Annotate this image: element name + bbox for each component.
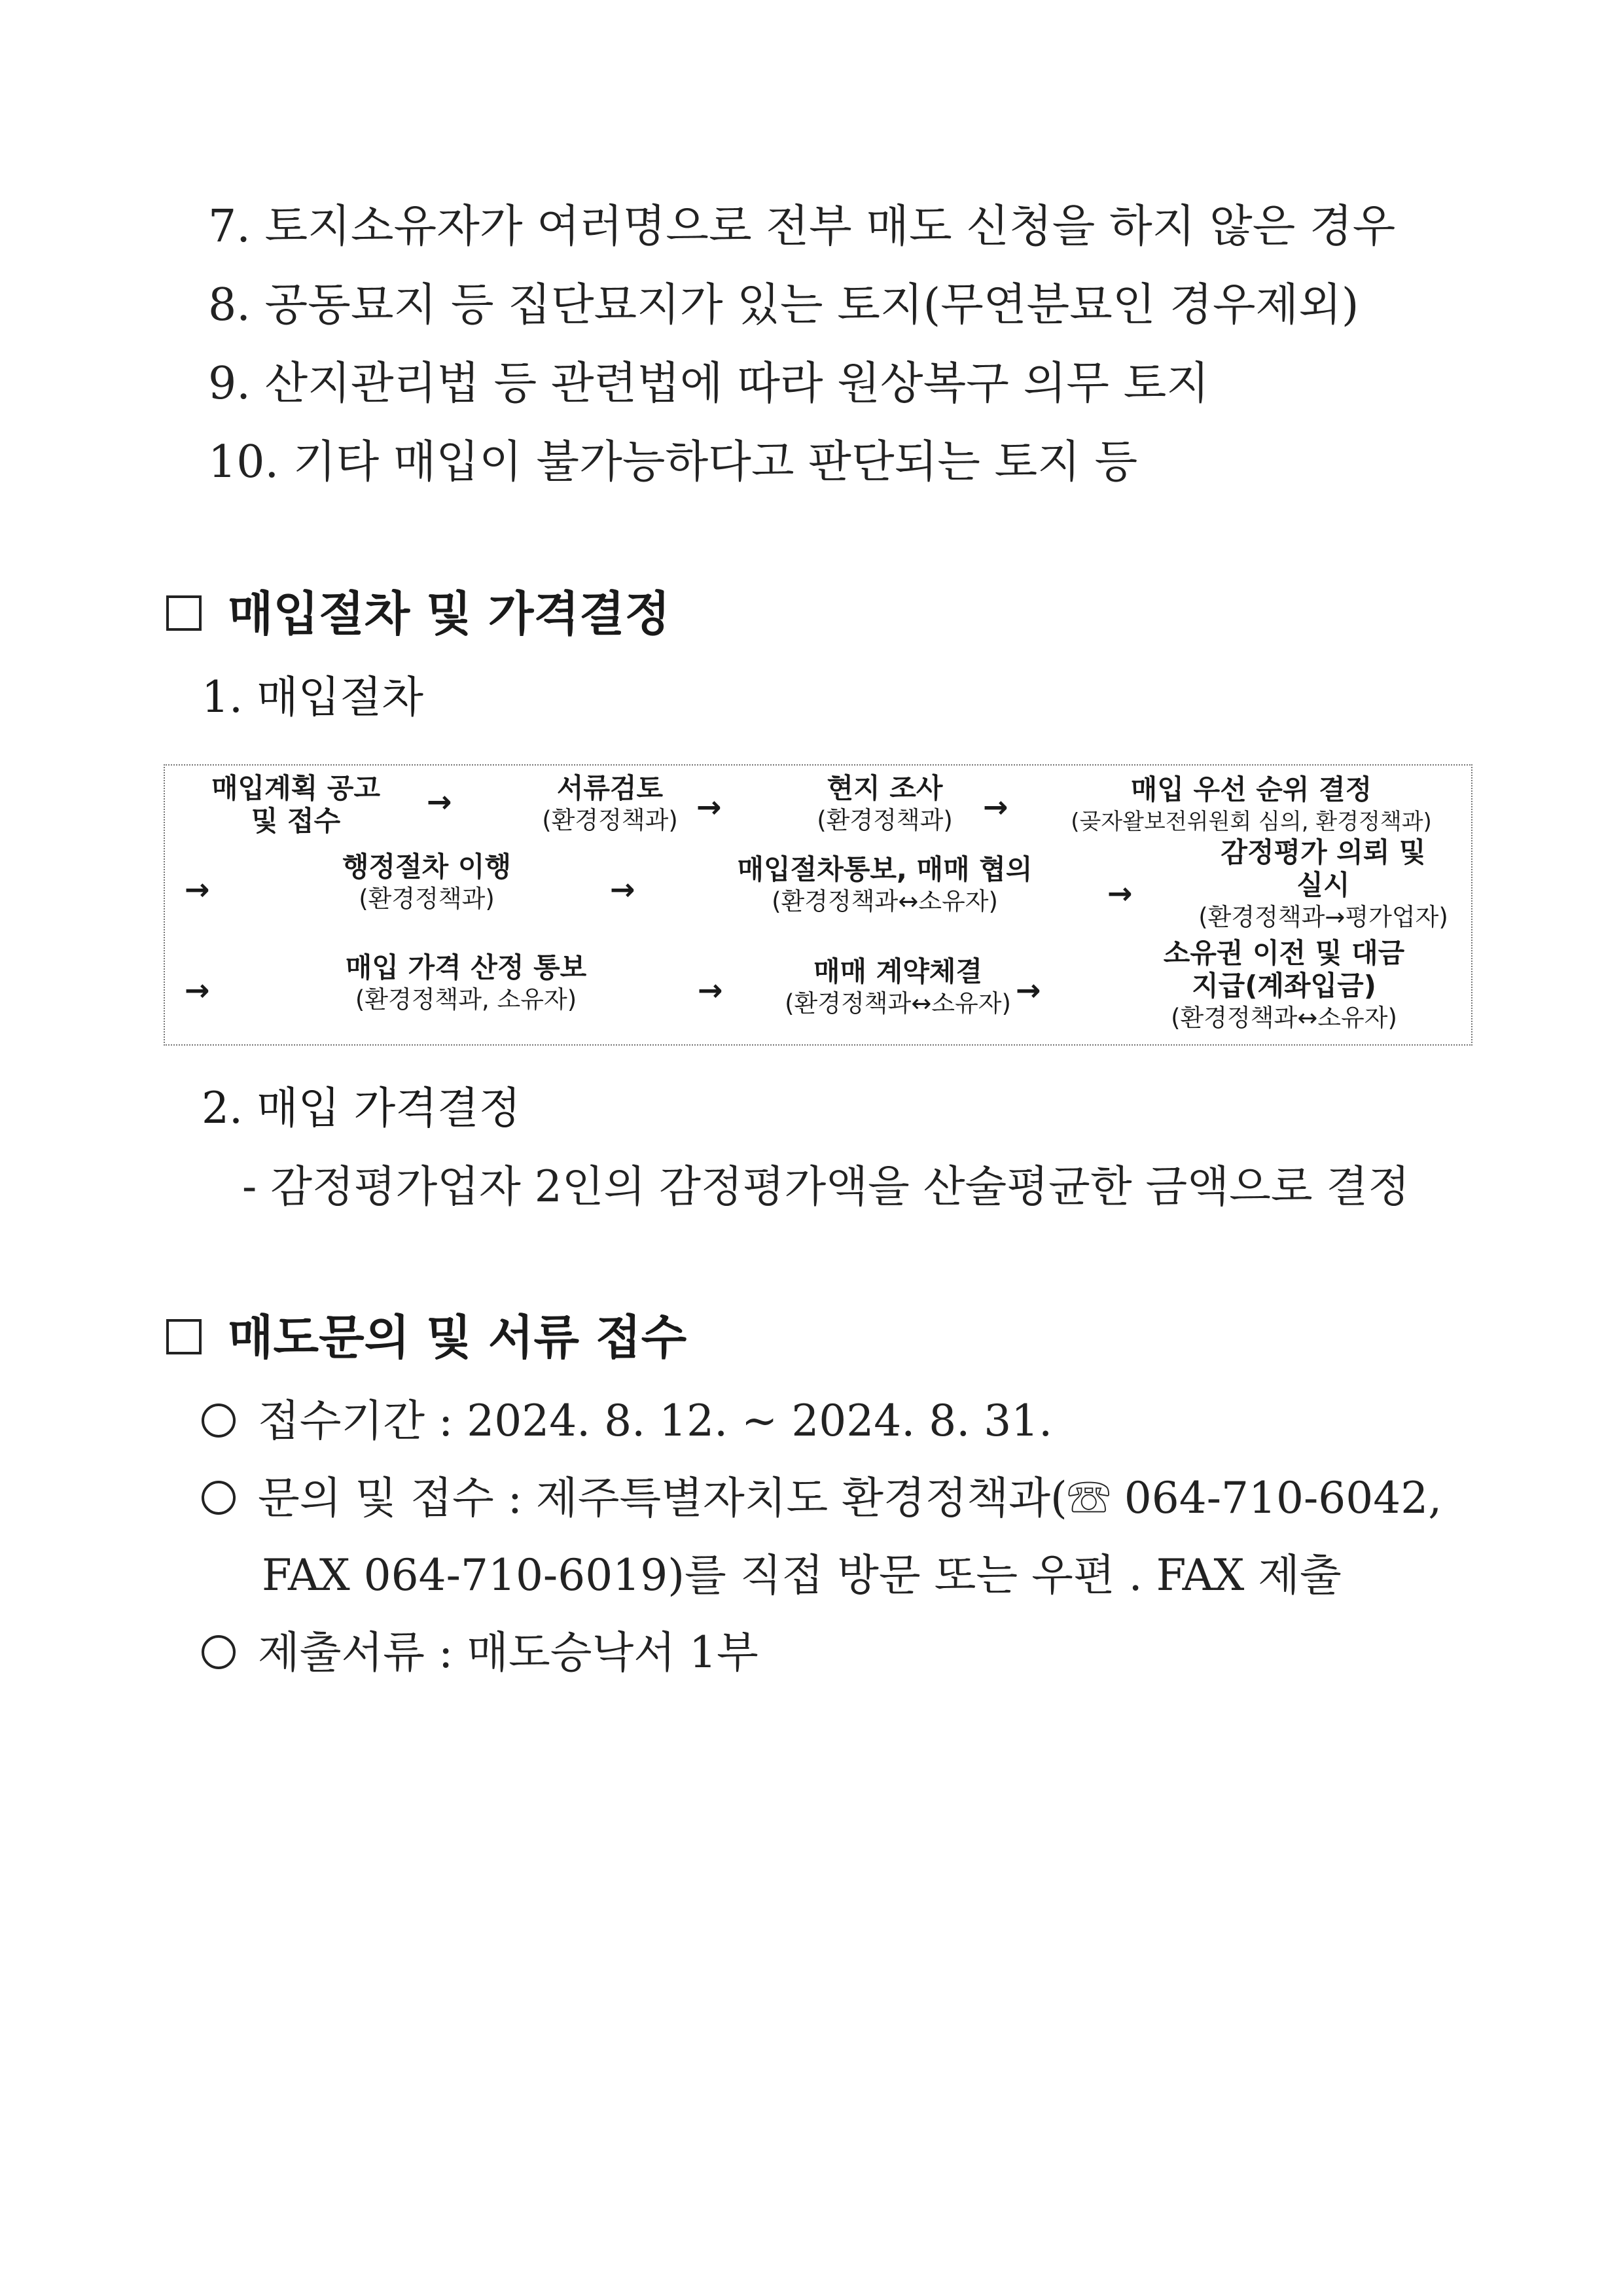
flow-step-price-notice [296,951,636,1016]
flow-arrow: → [698,972,723,1008]
flow-step-title: 매입절차통보, 매매 협의 [737,853,1033,885]
circle-bullet-icon [202,1481,236,1515]
contact-text: 문의 및 접수 : 제주특별자치도 환경정책과(☏ 064-710-6042, [258,1473,1442,1523]
flow-step-title: 및 접수 [251,805,341,837]
flow-step-title: 실시 [1296,869,1350,901]
flow-step-org: (곶자왈보전위원회 심의, 환경정책과) [1071,809,1432,835]
checkbox-square-icon [166,1319,202,1354]
reception-period [202,1386,1052,1448]
flow-step-title: 지급(계좌입금) [1192,970,1376,1002]
flow-step-org: (환경정책과, 소유자) [355,985,577,1014]
documents-text: 제출서류 : 매도승낙서 1부 [258,1627,758,1678]
flow-step-title: 매입 우선 순위 결정 [1130,773,1372,805]
flow-step-contract [741,955,1055,1019]
flow-step-title: 행정절차 이행 [342,851,512,883]
flow-arrow: → [427,784,452,819]
flow-step-title: 매입 가격 산정 통보 [345,951,587,983]
contact-line-1 [202,1463,1442,1525]
flow-step-title: 서류검토 [556,772,664,804]
submission-documents [202,1617,758,1680]
list-item-9: 9. 산지관리법 등 관련법에 따라 원상복구 의무 토지 [208,358,1209,410]
flow-step-org: (환경정책과↔소유자) [772,887,998,915]
procedure-flow-box [164,764,1472,1046]
subheading-procedure [202,662,423,724]
flow-step-org: (환경정책과↔소유자) [1171,1004,1397,1032]
flow-arrow: → [1107,875,1133,911]
flow-step-negotiation [688,853,1081,917]
flow-arrow: → [185,872,210,907]
flow-step-title: 현지 조사 [827,772,943,804]
flow-step-announcement [178,772,414,838]
flow-step-ownership-transfer [1107,937,1461,1034]
checkbox-square-icon [166,595,202,631]
flow-step-appraisal [1173,836,1474,933]
list-item-10: 10. 기타 매입이 불가능하다고 판단되는 토지 등 [208,436,1138,488]
reception-period-text: 접수기간 : 2024. 8. 12. ~ 2024. 8. 31. [258,1396,1053,1446]
list-item-7: 7. 토지소유자가 여러명으로 전부 매도 신청을 하지 않은 경우 [208,201,1396,253]
flow-arrow: → [696,789,722,824]
flow-step-org: (환경정책과→평가업자) [1198,903,1448,931]
flow-step-org: (환경정책과) [542,806,678,834]
circle-bullet-icon [202,1404,236,1438]
price-determination-text: - 감정평가업자 2인의 감정평가액을 산술평균한 금액으로 결정 [242,1161,1410,1212]
flow-step-title: 매매 계약체결 [813,955,983,987]
list-item-8: 8. 공동묘지 등 집단묘지가 있는 토지(무연분묘인 경우제외) [208,279,1359,331]
flow-step-org: (환경정책과↔소유자) [785,989,1011,1017]
subheading-text: 1. 매입절차 [202,672,423,722]
flow-arrow: → [610,872,635,907]
flow-step-title: 소유권 이전 및 대금 [1163,937,1405,969]
subheading-text: 2. 매입 가격결정 [202,1083,521,1133]
section-title: 매도문의 및 서류 접수 [228,1310,687,1365]
section-heading-sale-inquiry [166,1299,687,1368]
section-heading-purchase [166,576,670,644]
flow-step-org: (환경정책과) [817,806,953,834]
circle-bullet-icon [202,1635,236,1669]
flow-step-title: 매입계획 공고 [211,772,381,804]
flow-step-title: 감정평가 의뢰 및 [1221,836,1426,868]
flow-step-org: (환경정책과) [359,885,495,913]
flow-step-priority-decision [1035,773,1467,838]
contact-line-2: FAX 064-710-6019)를 직접 방문 또는 우편 . FAX 제출 [262,1550,1342,1600]
flow-arrow: → [983,789,1008,824]
subheading-price [202,1073,520,1135]
section-title: 매입절차 및 가격결정 [228,586,671,641]
flow-arrow: → [1016,972,1041,1008]
flow-step-administrative [283,851,571,915]
flow-arrow: → [185,972,210,1008]
